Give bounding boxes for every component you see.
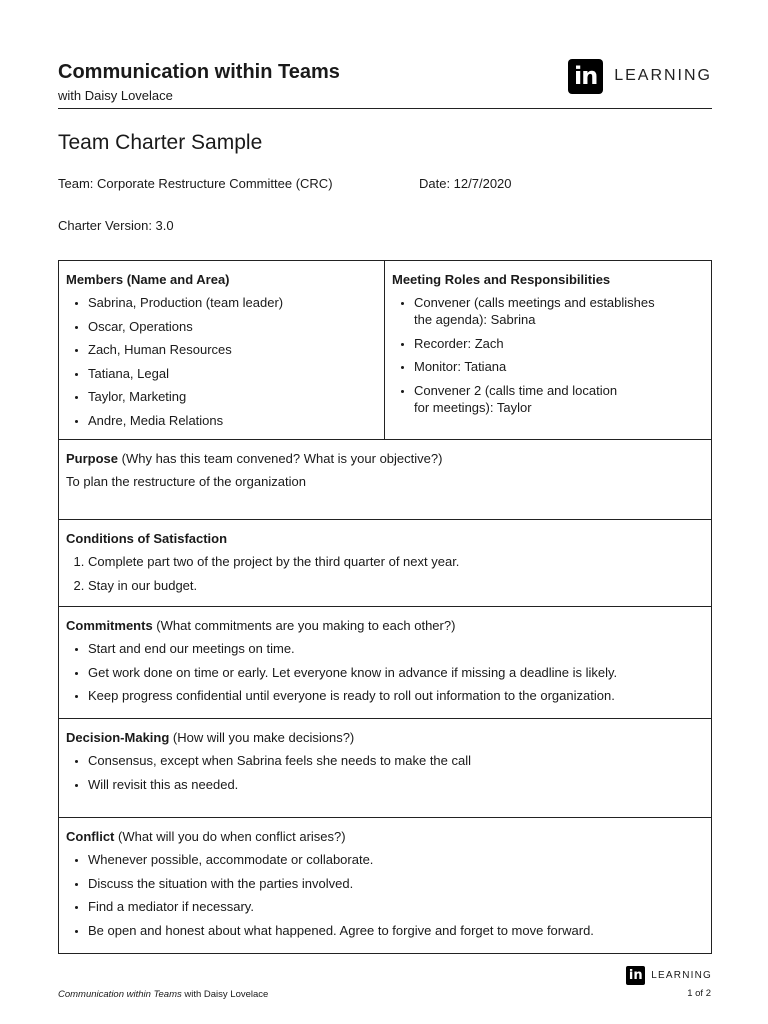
footer-course-credit bbox=[58, 989, 268, 1000]
page-number: 1 of 2 bbox=[687, 988, 711, 999]
commitments-heading: Commitments bbox=[66, 618, 153, 633]
list-item: • Find a mediator if necessary. bbox=[88, 898, 704, 915]
list-item: • Get work done on time or early. Let everyone know in advance if missing a deadline is likely. bbox=[88, 664, 704, 681]
list-item: • Sabrina, Production (team leader) bbox=[88, 294, 377, 311]
list-item: • Keep progress confidential until everyone is ready to roll out information to the organization. bbox=[88, 687, 704, 704]
linkedin-learning-logo bbox=[568, 58, 712, 94]
commitments-prompt: (What commitments are you making to each other?) bbox=[152, 618, 456, 633]
purpose-section bbox=[59, 439, 711, 519]
members-list bbox=[66, 294, 377, 429]
decision-making-section bbox=[59, 718, 711, 817]
footer-course-author: with Daisy Lovelace bbox=[181, 989, 269, 1000]
purpose-prompt: (Why has this team convened? What is your objective?) bbox=[118, 451, 443, 466]
linkedin-icon: in bbox=[626, 966, 645, 985]
list-item: • Will revisit this as needed. bbox=[88, 776, 704, 793]
list-item: • Convener 2 (calls time and location for meetings): Taylor bbox=[414, 382, 634, 416]
decision-prompt: (How will you make decisions?) bbox=[169, 730, 355, 745]
conditions-list bbox=[66, 553, 704, 594]
purpose-text: To plan the restructure of the organization bbox=[66, 474, 306, 489]
charter-table bbox=[58, 260, 712, 954]
footer-brand-wordmark: LEARNING bbox=[651, 970, 712, 981]
members-cell bbox=[59, 261, 385, 439]
purpose-heading: Purpose bbox=[66, 451, 119, 466]
list-item: • Zach, Human Resources bbox=[88, 341, 377, 358]
footer-linkedin-learning-logo bbox=[626, 966, 712, 985]
commitments-list bbox=[66, 640, 704, 704]
conditions-section bbox=[59, 519, 711, 606]
decision-heading: Decision-Making bbox=[66, 730, 170, 745]
roles-cell bbox=[385, 261, 711, 439]
brand-wordmark: LEARNING bbox=[614, 67, 712, 84]
list-item: • Start and end our meetings on time. bbox=[88, 640, 704, 657]
course-title: Communication within Teams bbox=[58, 61, 340, 83]
conflict-list bbox=[66, 851, 704, 939]
list-item: • Convener (calls meetings and establishes the agenda): Sabrina bbox=[414, 294, 674, 328]
decision-list bbox=[66, 752, 704, 793]
members-heading: Members (Name and Area) bbox=[66, 272, 230, 287]
list-item: 1. Complete part two of the project by the third quarter of next year. bbox=[88, 553, 704, 570]
list-item: • Recorder: Zach bbox=[414, 335, 704, 352]
members-roles-row bbox=[59, 261, 711, 439]
conditions-heading: Conditions of Satisfaction bbox=[66, 531, 228, 546]
list-item: • Whenever possible, accommodate or collaborate. bbox=[88, 851, 704, 868]
list-item: • Consensus, except when Sabrina feels she needs to make the call bbox=[88, 752, 704, 769]
conflict-heading: Conflict bbox=[66, 829, 115, 844]
charter-date: Date: 12/7/2020 bbox=[419, 176, 512, 191]
commitments-section bbox=[59, 606, 711, 718]
list-item: • Monitor: Tatiana bbox=[414, 358, 704, 375]
document-header bbox=[58, 58, 712, 109]
list-item: • Discuss the situation with the parties involved. bbox=[88, 875, 704, 892]
list-item: • Taylor, Marketing bbox=[88, 388, 377, 405]
list-item: • Andre, Media Relations bbox=[88, 412, 377, 429]
list-item: • Oscar, Operations bbox=[88, 318, 377, 335]
list-item: 2. Stay in our budget. bbox=[88, 577, 704, 594]
list-item: • Be open and honest about what happened. Agree to forgive and forget to move forward. bbox=[88, 922, 704, 939]
roles-list bbox=[392, 294, 704, 416]
course-author: with Daisy Lovelace bbox=[58, 88, 173, 103]
document-title: Team Charter Sample bbox=[58, 131, 263, 154]
conflict-section bbox=[59, 817, 711, 953]
list-item: • Tatiana, Legal bbox=[88, 365, 377, 382]
conflict-prompt: (What will you do when conflict arises?) bbox=[114, 829, 346, 844]
linkedin-icon: in bbox=[568, 59, 603, 94]
footer-course-title: Communication within Teams bbox=[58, 989, 182, 1000]
roles-heading: Meeting Roles and Responsibilities bbox=[392, 272, 611, 287]
charter-version: Charter Version: 3.0 bbox=[58, 218, 174, 233]
team-name: Team: Corporate Restructure Committee (CRC) bbox=[58, 176, 333, 191]
